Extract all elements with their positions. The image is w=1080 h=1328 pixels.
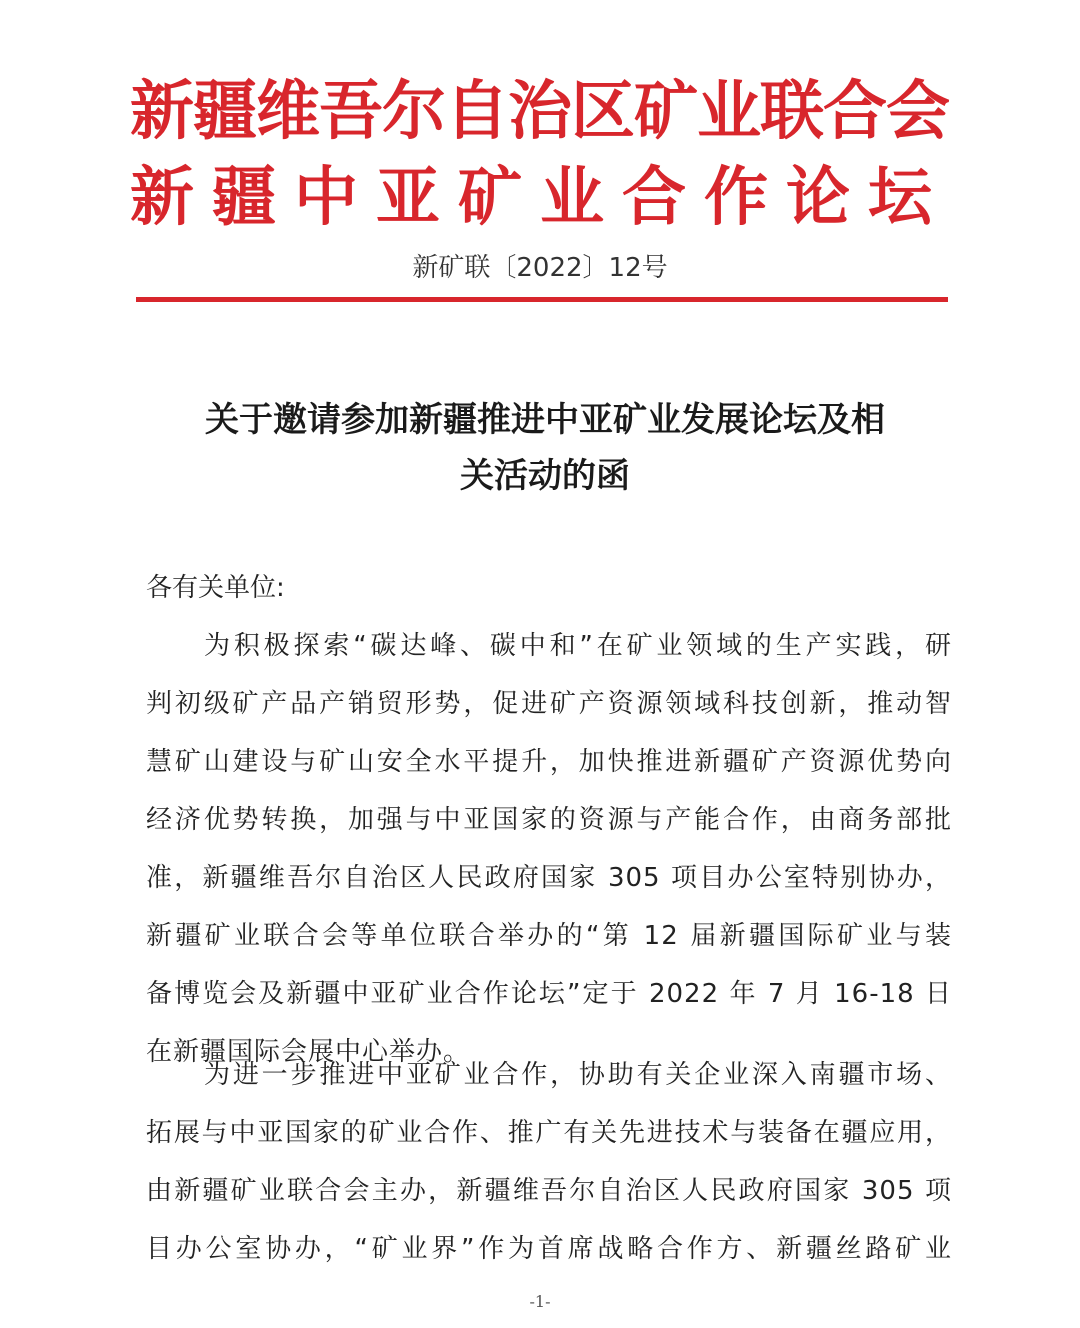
document-title-line-1: 关于邀请参加新疆推进中亚矿业发展论坛及相: [205, 400, 885, 440]
paragraph-line: 新疆矿业联合会等单位联合举办的“第 12 届新疆国际矿业与装: [146, 921, 952, 951]
issuing-organization-2: 新疆中亚矿业合作论坛: [130, 160, 950, 235]
page-number: -1-: [529, 1292, 551, 1311]
paragraph-line: 经济优势转换，加强与中亚国家的资源与产能合作，由商务部批: [146, 805, 952, 835]
issuing-organization-1: 新疆维吾尔自治区矿业联合会: [130, 74, 949, 149]
body-paragraph-2: [146, 1046, 952, 1278]
paragraph-line: 慧矿山建设与矿山安全水平提升，加快推进新疆矿产资源优势向: [146, 747, 952, 777]
paragraph-line: 准，新疆维吾尔自治区人民政府国家 305 项目办公室特别协办，: [146, 863, 952, 893]
paragraph-line: 目办公室协办，“矿业界”作为首席战略合作方、新疆丝路矿业: [146, 1234, 952, 1264]
paragraph-line: 判初级矿产品产销贸形势，促进矿产资源领域科技创新，推动智: [146, 689, 952, 719]
document-title-line-2: 关活动的函: [460, 456, 630, 496]
red-divider: [136, 297, 948, 302]
paragraph-line: 在新疆国际会展中心举办。: [146, 1037, 471, 1067]
body-paragraph-1: [146, 617, 952, 1081]
paragraph-line: 为进一步推进中亚矿业合作，协助有关企业深入南疆市场、: [204, 1060, 952, 1090]
document-number: 新矿联〔2022〕12号: [412, 253, 668, 283]
paragraph-line: 由新疆矿业联合会主办，新疆维吾尔自治区人民政府国家 305 项: [146, 1176, 952, 1206]
salutation: 各有关单位:: [146, 573, 285, 603]
document-title: [130, 392, 960, 504]
paragraph-line: 拓展与中亚国家的矿业合作、推广有关先进技术与装备在疆应用，: [146, 1118, 952, 1148]
paragraph-line: 备博览会及新疆中亚矿业合作论坛”定于 2022 年 7 月 16-18 日: [146, 979, 952, 1009]
paragraph-line: 为积极探索“碳达峰、碳中和”在矿业领域的生产实践，研: [204, 631, 952, 661]
